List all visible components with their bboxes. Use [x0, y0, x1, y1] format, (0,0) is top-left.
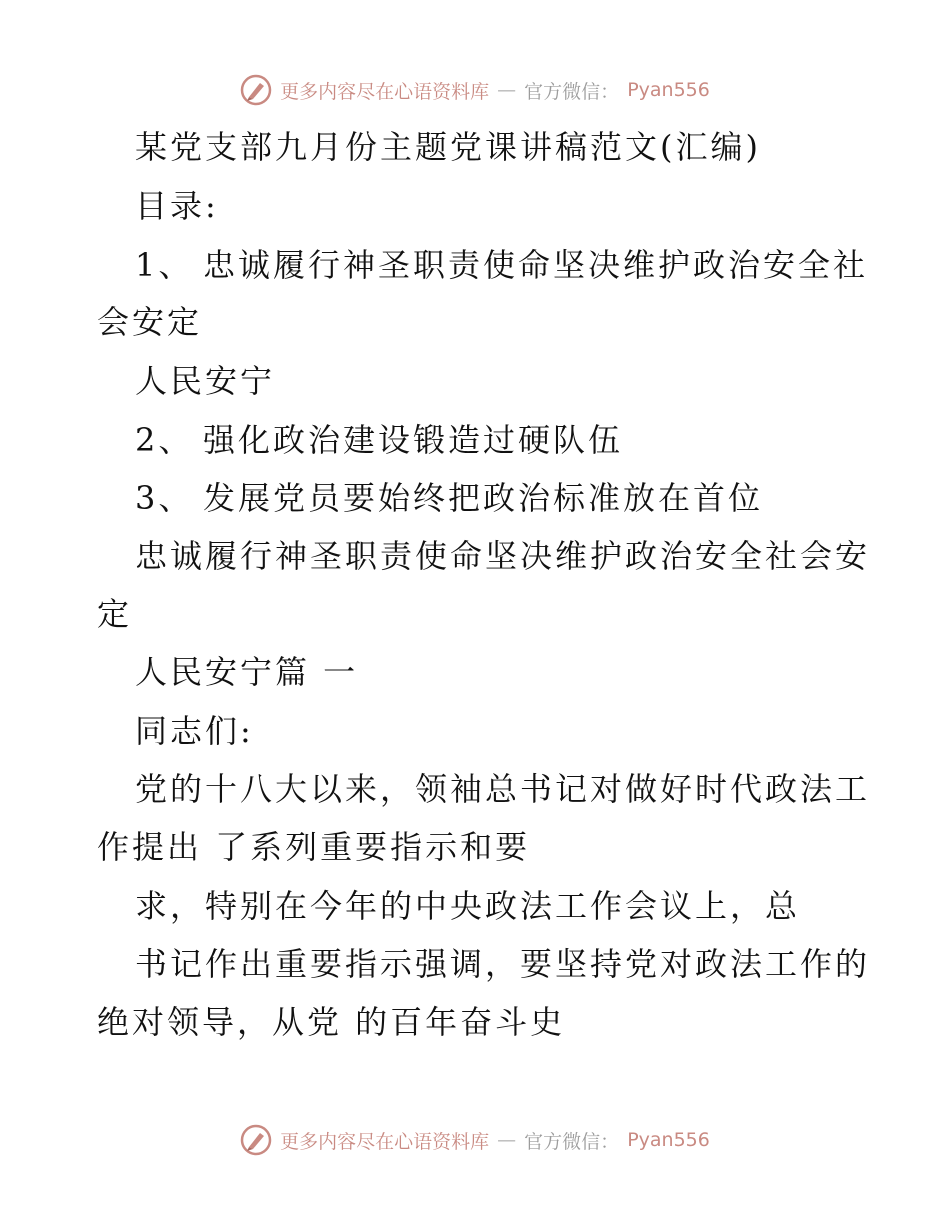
toc-item-number: 2、: [135, 421, 194, 459]
document-title: 某党支部九月份主题党课讲稿范文(汇编): [135, 128, 761, 166]
brand-logo-icon: [240, 74, 272, 106]
watermark-dash: —: [497, 1129, 517, 1151]
footer-watermark: [0, 1120, 950, 1160]
toc-item-text: 强化政治建设锻造过硬队伍: [203, 421, 624, 459]
section-heading-continuation: 定: [97, 595, 133, 633]
toc-item-number: 1、: [135, 246, 194, 284]
header-watermark: [0, 70, 950, 110]
body-line: 党的十八大以来，领袖总书记对做好时代政法工: [135, 770, 871, 808]
body-line: 作提出 了系列重要指示和要: [97, 828, 531, 866]
watermark-wechat-label: 官方微信：: [524, 1130, 620, 1153]
watermark-wechat-id: Pyan556: [627, 79, 710, 101]
toc-item-text: 忠诚履行神圣职责使命坚决维护政治安全社: [203, 246, 869, 284]
watermark-brand-text: 更多内容尽在心语资料库: [280, 80, 490, 103]
toc-item-1-continuation-2: 人民安宁: [135, 362, 276, 400]
watermark-brand-text: 更多内容尽在心语资料库: [280, 1130, 490, 1153]
toc-item-1-continuation: 会安定: [97, 303, 203, 341]
toc-item-3: [135, 478, 763, 518]
section-heading: 忠诚履行神圣职责使命坚决维护政治安全社会安: [135, 537, 871, 575]
toc-item-text: 发展党员要始终把政治标准放在首位: [203, 479, 764, 517]
toc-item-number: 3、: [135, 479, 194, 517]
salutation: 同志们:: [135, 712, 254, 750]
toc-item-2: [135, 420, 623, 460]
toc-item-1: [135, 245, 868, 285]
section-subheading: 人民安宁篇 一: [135, 653, 359, 691]
body-line: 书记作出重要指示强调，要坚持党对政法工作的: [135, 945, 871, 983]
watermark-dash: —: [497, 79, 517, 101]
toc-label: 目录:: [135, 187, 219, 225]
watermark-wechat-label: 官方微信：: [524, 80, 620, 103]
body-line: 绝对领导，从党 的百年奋斗史: [97, 1003, 566, 1041]
body-line: 求，特别在今年的中央政法工作会议上，总: [135, 887, 801, 925]
watermark-wechat-id: Pyan556: [627, 1129, 710, 1151]
brand-logo-icon: [240, 1124, 272, 1156]
